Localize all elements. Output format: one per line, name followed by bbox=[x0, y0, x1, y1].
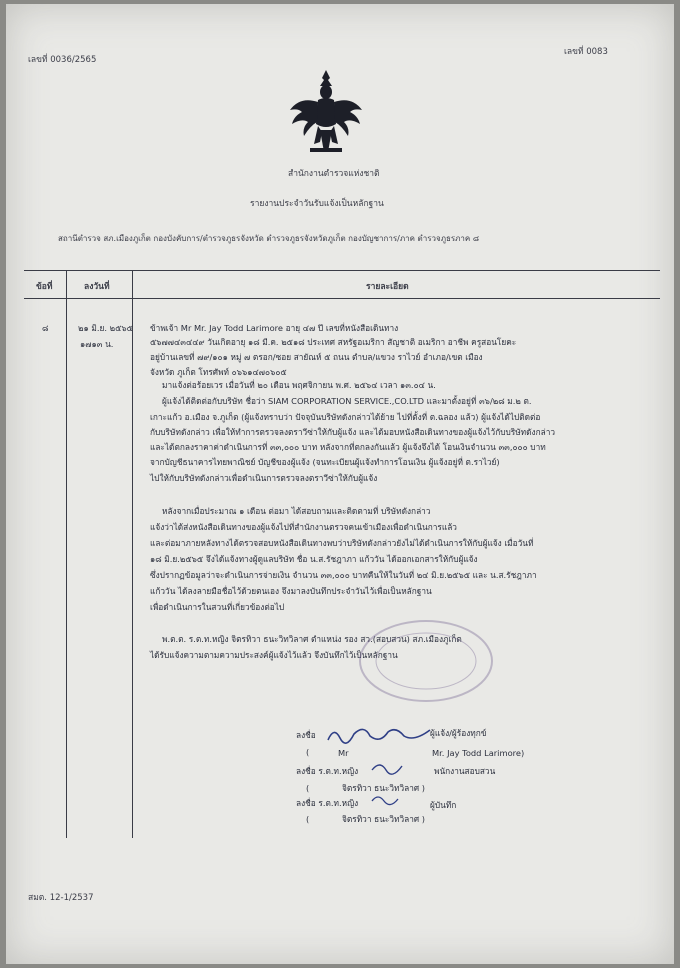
detail-line: ได้รับแจ้งความตามความประสงค์ผู้แจ้งไว้แล้ว จึงบันทึกไว้เป็นหลักฐาน bbox=[150, 650, 398, 660]
entry-date: ๒๑ มิ.ย. ๒๕๖๕ bbox=[78, 323, 133, 333]
form-code: สมต. 12-1/2537 bbox=[28, 893, 94, 903]
station-line: สถานีตำรวจ สภ.เมืองภูเก็ต กองบังคับการ/ตำรวจภูธรจังหวัด ตำรวจภูธรจังหวัดภูเก็ต กองบัญชาการ/ภาค ตำรวจภูธรภาค ๘ bbox=[58, 234, 479, 243]
document-page bbox=[6, 4, 674, 964]
sig-paren: ( bbox=[306, 747, 310, 757]
detail-line: แก้ววัน ได้ลงลายมือชื่อไว้ด้วยตนเอง จึงมาลงบันทึกประจำวันไว้เพื่อเป็นหลักฐาน bbox=[150, 586, 432, 596]
table-top-line bbox=[24, 270, 660, 271]
detail-line: หลังจากเมื่อประมาณ ๑ เดือน ต่อมา ได้สอบถามและติดตามที่ บริษัทดังกล่าว bbox=[162, 506, 431, 516]
sig-role: ผู้แจ้ง/ผู้ร้องทุกข์ bbox=[430, 728, 487, 738]
table-header-line bbox=[24, 298, 660, 299]
detail-line: อยู่บ้านเลขที่ ๗๙/๑๐๑ หมู่ ๗ ตรอก/ซอย สายัณห์ ๕ ถนน ตำบล/แขวง ราไวย์ อำเภอ/เขต เมือง bbox=[150, 352, 483, 362]
detail-line: ซึ่งปรากฏข้อมูลว่าจะดำเนินการจ่ายเงิน จำนวน ๓๓,๐๐๐ บาทคืนให้ในวันที่ ๒๔ มิ.ย.๒๕๖๕ และ น.ส.รัชฎาภา bbox=[150, 570, 537, 580]
table-col-divider-2 bbox=[132, 270, 133, 838]
detail-line: เพื่อดำเนินการในสวนที่เกี่ยวข้องต่อไป bbox=[150, 602, 285, 612]
sig-name: Mr. Jay Todd Larimore) bbox=[432, 748, 525, 758]
detail-line: กับบริษัทดังกล่าว เพื่อให้ทำการตรวจลงตราวีซ่าให้กับผู้แจ้ง และได้มอบหนังสือเดินทางของผู้แจ้งไว้กับบริษัทดังกล่าว bbox=[150, 427, 556, 437]
sig-paren: ( bbox=[306, 783, 310, 793]
detail-line: พ.ต.ต. ร.ต.ท.หญิง จิตรทิวา ธนะวิทวิลาศ ตำแหน่ง รอง สว.(สอบสวน) สภ.เมืองภูเก็ต bbox=[162, 634, 462, 644]
detail-line: เกาะแก้ว อ.เมือง จ.ภูเก็ต (ผู้แจ้งทราบว่า ปัจจุบันบริษัทดังกล่าวได้ย้าย ไปที่ตั้งที่ ต.ฉลอง แล้ว) ผู้แจ้งได้ไปติดต่อ bbox=[150, 412, 541, 422]
detail-line: ไปให้กับบริษัทดังกล่าวเพื่อดำเนินการตรวจลงตราวีซ่าให้กับผู้แจ้ง bbox=[150, 473, 378, 483]
detail-line: และต่อมาภายหลังทางได้ตรวจสอบหนังสือเดินทางพบว่าบริษัทดังกล่าวยังไม่ได้ดำเนินการให้กับผู้แจ้ง เมื่อวันที่ bbox=[150, 538, 534, 548]
doc-no: เลขที่ 0036/2565 bbox=[28, 55, 97, 65]
official-stamp-icon bbox=[356, 616, 496, 706]
handwritten-signature-icon bbox=[368, 758, 408, 776]
col-header-date: ลงวันที่ bbox=[84, 282, 110, 292]
entry-time: ๑๗๑๓ น. bbox=[80, 339, 114, 349]
page-no: เลขที่ 0083 bbox=[564, 47, 608, 57]
sig-name: จิตรทิวา ธนะวิทวิลาศ ) bbox=[342, 783, 425, 793]
entry-no: ๘ bbox=[42, 323, 49, 333]
sig-label: ลงชื่อ ร.ต.ท.หญิง bbox=[296, 766, 359, 776]
sig-role: พนักงานสอบสวน bbox=[434, 766, 496, 776]
sig-paren: ( bbox=[306, 814, 310, 824]
garuda-emblem-icon bbox=[284, 66, 368, 158]
sig-name: จิตรทิวา ธนะวิทวิลาศ ) bbox=[342, 814, 425, 824]
col-header-no: ข้อที่ bbox=[36, 282, 53, 292]
col-header-details: รายละเอียด bbox=[366, 282, 409, 292]
detail-line: มาแจ้งต่อร้อยเวร เมื่อวันที่ ๒๐ เดือน พฤศจิกายน พ.ศ. ๒๕๖๔ เวลา ๑๓.๐๔ น. bbox=[162, 380, 436, 390]
agency-title: สำนักงานตำรวจแห่งชาติ bbox=[288, 169, 380, 179]
sig-label: ลงชื่อ bbox=[296, 730, 316, 740]
handwritten-signature-icon bbox=[368, 791, 404, 807]
handwritten-signature-icon bbox=[324, 722, 434, 748]
detail-line: จังหวัด ภูเก็ต โทรศัพท์ ๐๖๖๑๔๗๐๖๐๕ bbox=[150, 367, 287, 377]
sig-role: ผู้บันทึก bbox=[430, 800, 457, 810]
report-title: รายงานประจำวันรับแจ้งเป็นหลักฐาน bbox=[250, 199, 384, 209]
detail-line: แจ้งว่าได้ส่งหนังสือเดินทางของผู้แจ้งไปที่สำนักงานตรวจคนเข้าเมืองเพื่อดำเนินการแล้ว bbox=[150, 522, 457, 532]
sig-label: ลงชื่อ ร.ต.ท.หญิง bbox=[296, 798, 359, 808]
detail-line: จากบัญชีธนาคารไทยพาณิชย์ บัญชีของผู้แจ้ง (จนทะเบียนผู้แจ้งทำการโอนเงิน ผู้แจ้งอยู่ที่ ต.ราไวย์) bbox=[150, 457, 500, 467]
detail-line: ผู้แจ้งได้ติดต่อกับบริษัท ชื่อว่า SIAM CORPORATION SERVICE.,CO.LTD และมาตั้งอยู่ที่ ๓๖/๒๘ ม.๒ ต. bbox=[162, 396, 532, 406]
table-col-divider-1 bbox=[66, 270, 67, 838]
detail-line: ข้าพเจ้า Mr Mr. Jay Todd Larimore อายุ ๔๗ ปี เลขที่หนังสือเดินทาง bbox=[150, 323, 399, 333]
sig-name-prefix: Mr bbox=[338, 748, 349, 758]
detail-line: และได้ตกลงราคาค่าดำเนินการที่ ๓๓,๐๐๐ บาท หลังจากที่ตกลงกันแล้ว ผู้แจ้งจึงได้ โอนเงินจำนวน ๓๓,๐๐๐ บาท bbox=[150, 442, 546, 452]
detail-line: ๕๖๗๗๔๓๔๔๙ วันเกิดอายุ ๑๘ มี.ค. ๒๕๑๘ ประเทศ สหรัฐอเมริกา สัญชาติ อเมริกา อาชีพ ครูสอนโยคะ bbox=[150, 337, 517, 347]
detail-line: ๑๘ มิ.ย.๒๕๖๕ จึงได้แจ้งทางผู้ดูแลบริษัท ชื่อ น.ส.รัชฎาภา แก้ววัน ได้ออกเอกสารให้กับผู้แจ้ง bbox=[150, 554, 478, 564]
